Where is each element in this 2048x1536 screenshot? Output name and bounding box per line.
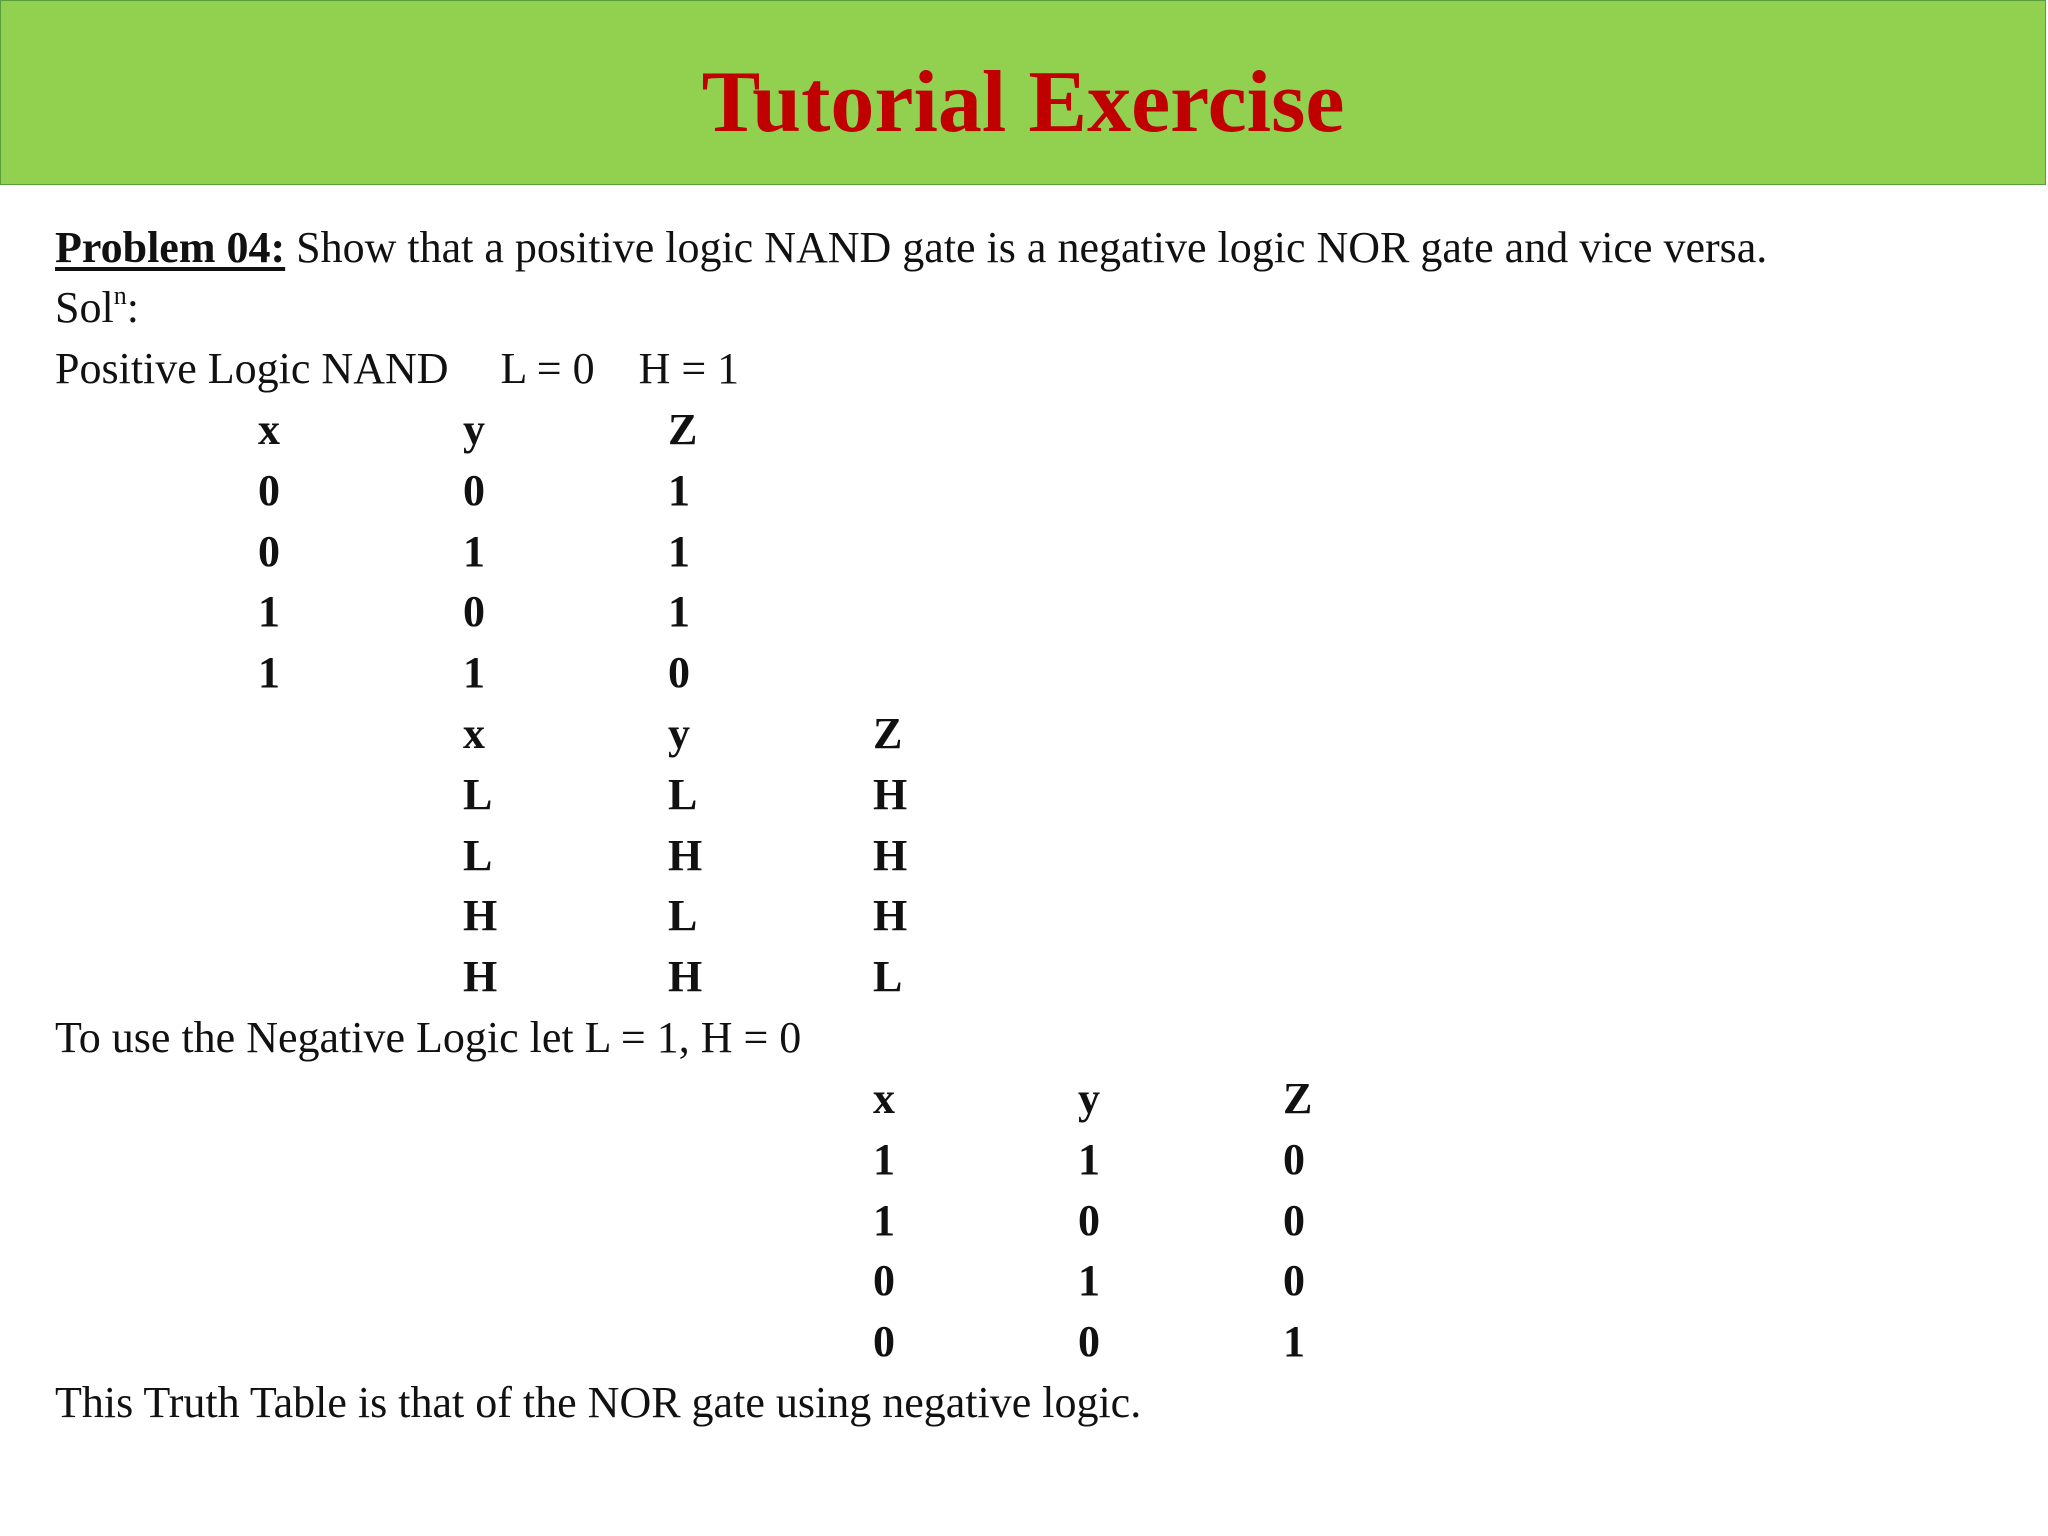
table-cell: 0 xyxy=(1283,1256,1305,1305)
positive-logic-line xyxy=(55,343,739,395)
table-cell: 1 xyxy=(1283,1317,1305,1366)
table-header-z: Z xyxy=(668,405,698,454)
table-cell: 1 xyxy=(668,527,690,576)
table-cell: 1 xyxy=(873,1135,895,1184)
table-cell: 1 xyxy=(668,587,690,636)
table-cell: H xyxy=(463,952,498,1001)
table-cell: H xyxy=(668,952,703,1001)
problem-statement xyxy=(55,222,1767,274)
table-cell: L xyxy=(873,952,903,1001)
table-cell: 0 xyxy=(463,587,485,636)
problem-label: Problem 04: xyxy=(55,223,286,272)
table-cell: L xyxy=(463,831,493,880)
table-header-x: x xyxy=(258,405,280,454)
table-header-z: Z xyxy=(1283,1074,1313,1123)
problem-text: Show that a positive logic NAND gate is a negative logic NOR gate and vice versa. xyxy=(285,223,1768,272)
table-cell: 0 xyxy=(1078,1317,1100,1366)
table-cell: H xyxy=(463,891,498,940)
table-header-y: y xyxy=(1078,1074,1100,1123)
table-cell: 1 xyxy=(463,648,485,697)
table-cell: 1 xyxy=(668,466,690,515)
table-cell: 0 xyxy=(1283,1196,1305,1245)
table-cell: 0 xyxy=(873,1317,895,1366)
table-header-y: y xyxy=(668,709,690,758)
table-cell: 1 xyxy=(1078,1135,1100,1184)
table-cell: L xyxy=(668,770,698,819)
negative-logic-text: To use the Negative Logic let L = 1, H = 0 xyxy=(55,1013,802,1062)
table-cell: H xyxy=(873,770,908,819)
table-cell: L xyxy=(668,891,698,940)
table-cell: 0 xyxy=(258,466,280,515)
table-cell: 0 xyxy=(668,648,690,697)
table-header-z: Z xyxy=(873,709,903,758)
conclusion-text: This Truth Table is that of the NOR gate using negative logic. xyxy=(55,1378,1142,1427)
title-bar xyxy=(0,0,2046,185)
solution-label xyxy=(55,282,139,334)
low-definition: L = 0 xyxy=(500,344,595,393)
table-cell: 0 xyxy=(1078,1196,1100,1245)
table-cell: H xyxy=(873,891,908,940)
slide-title: Tutorial Exercise xyxy=(701,54,1345,151)
table-cell: 0 xyxy=(258,527,280,576)
positive-logic-heading: Positive Logic NAND xyxy=(55,344,449,393)
table-header-x: x xyxy=(463,709,485,758)
table-cell: 0 xyxy=(873,1256,895,1305)
high-definition: H = 1 xyxy=(638,344,740,393)
solution-label-text: Sol xyxy=(55,283,114,332)
table-header-y: y xyxy=(463,405,485,454)
table-cell: L xyxy=(463,770,493,819)
solution-label-colon: : xyxy=(126,283,139,332)
table-cell: H xyxy=(668,831,703,880)
table-cell: H xyxy=(873,831,908,880)
table-cell: 0 xyxy=(1283,1135,1305,1184)
table-cell: 1 xyxy=(873,1196,895,1245)
table-cell: 1 xyxy=(463,527,485,576)
solution-label-superscript: n xyxy=(113,281,127,310)
table-cell: 1 xyxy=(1078,1256,1100,1305)
table-cell: 0 xyxy=(463,466,485,515)
table-cell: 1 xyxy=(258,648,280,697)
table-header-x: x xyxy=(873,1074,895,1123)
table-cell: 1 xyxy=(258,587,280,636)
